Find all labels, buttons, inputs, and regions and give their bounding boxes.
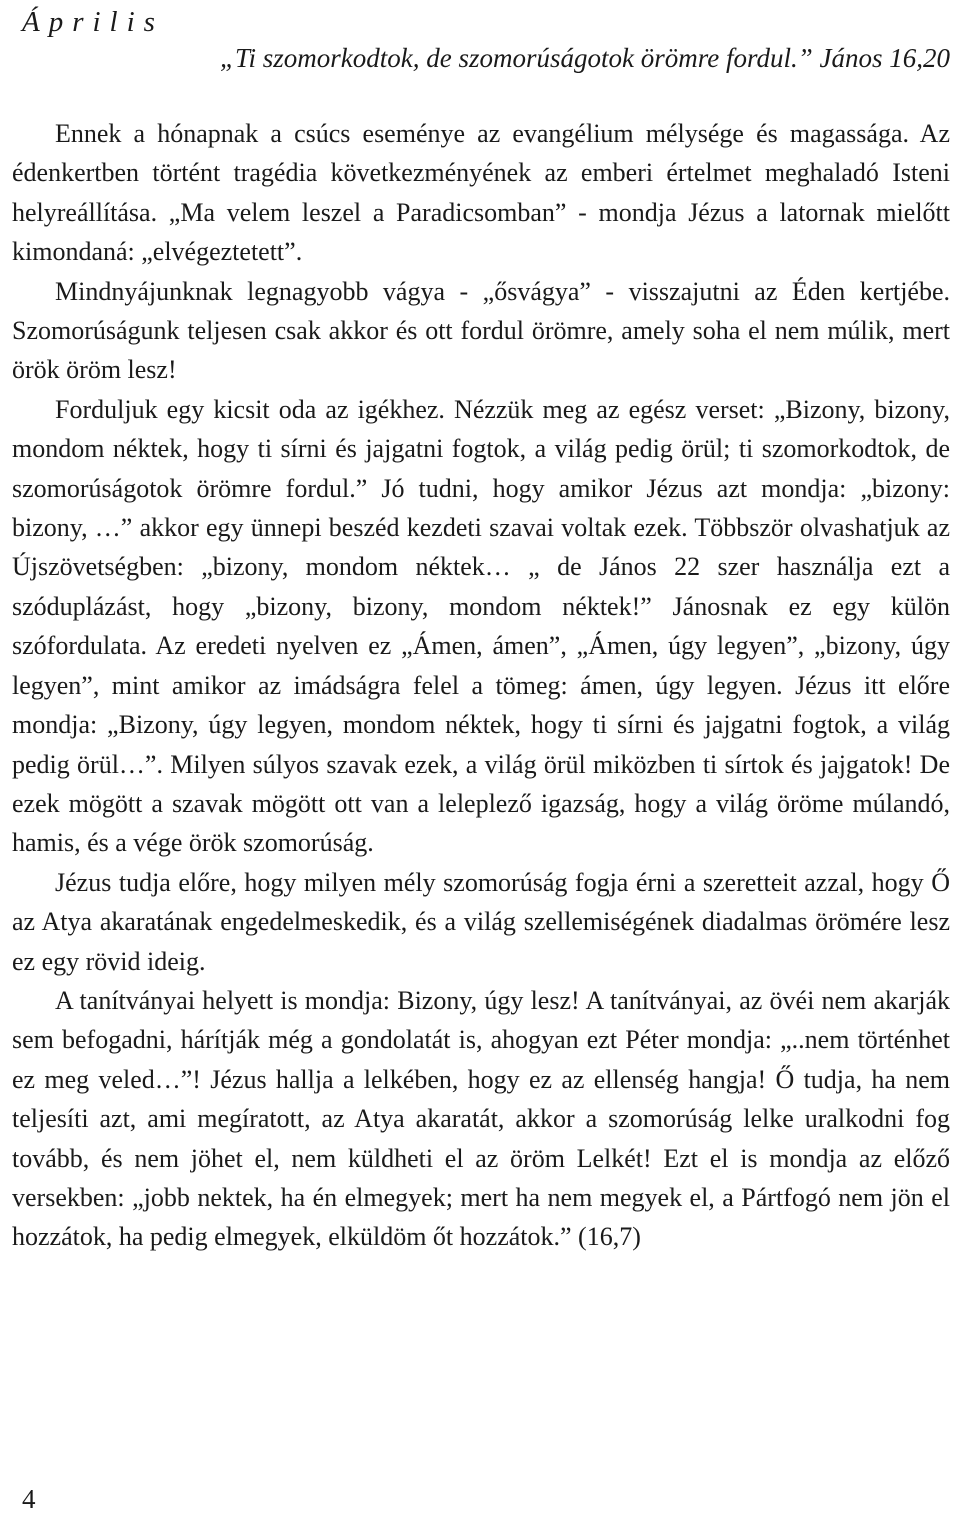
paragraph: Ennek a hónapnak a csúcs eseménye az evangélium mélysége és magassága. Az édenkertben történt tragédia következményének az emberi értelmet meghaladó Isteni helyreállítása. „Ma velem leszel a Paradicsomban” - mondja Jézus a latornak mielőtt kimondaná: „elvégeztetett”. (12, 119, 950, 267)
paragraph: Forduljuk egy kicsit oda az igékhez. Nézzük meg az egész verset: „Bizony, bizony, mondom néktek, hogy ti sírni és jajgatni fogtok, a világ pedig örül; ti szomorkodtok, de szomorúságotok örömre fordul.” Jó tudni, hogy amikor Jézus azt mondja: „bizony: bizony, …” akkor egy ünnepi beszéd kezdeti szavai voltak ezek. Többször olvashatjuk az Újszövetségben: „bizony, mondom néktek… „ de János 22 szer használja ezt a szóduplázást, hogy „bizony, bizony, mondom néktek!” Jánosnak ez egy külön szófordulata. Az eredeti nyelven ez „Ámen, ámen”, „Ámen, úgy legyen”, „bizony, úgy legyen”, mint amikor az imádságra felel a tömeg: ámen, úgy legyen. Jézus itt előre mondja: „Bizony, úgy legyen, mondom néktek, hogy ti sírni és jajgatni fogtok, a világ pedig örül…”. Milyen súlyos szavak ezek, a világ örül miközben ti sírtok és jajgatok! De ezek mögött a szavak mögött ott van a leleplező igazság, hogy a világ öröme múlandó, hamis, és a vége örök szomorúság. (12, 394, 950, 858)
paragraph: Mindnyájunknak legnagyobb vágya - „ősvágya” - visszajutni az Éden kertjébe. Szomorúságunk teljesen csak akkor és ott fordul örömre, amely soha el nem múlik, mert örök öröm lesz! (12, 276, 950, 385)
paragraph: Jézus tudja előre, hogy milyen mély szomorúság fogja érni a szeretteit azzal, hogy Ő az Atya akaratának engedelmeskedik, és a világ szellemiségének diadalmas örömére lesz ez egy rövid ideig. (12, 867, 950, 976)
paragraph: A tanítványai helyett is mondja: Bizony, úgy lesz! A tanítványai, az övéi nem akarják sem befogadni, hárítják még a gondolatát is, ahogyan ezt Péter mondja: „..nem történhet ez meg veled…”! Jézus hallja a lelkében, hogy ez az ellenség hangja! Ő tudja, ha nem teljesíti azt, ami megíratott, az Atya akaratát, akkor a szomorúság lelke uralkodni fog tovább, és nem jöhet el, nem küldheti el az öröm Lelkét! Ezt el is mondja az előző versekben: „jobb nektek, ha én elmegyek; mert ha nem megyek el, a Pártfogó nem jön el hozzátok, ha pedig elmegyek, elküldöm őt hozzátok.” (16,7) (12, 985, 950, 1252)
body-text (12, 114, 950, 1257)
page-number: 4 (22, 1484, 36, 1514)
epigraph-quote: „Ti szomorkodtok, de szomorúságotok örömre fordul.” János 16,20 (219, 43, 950, 73)
month-heading: Április (22, 6, 164, 38)
